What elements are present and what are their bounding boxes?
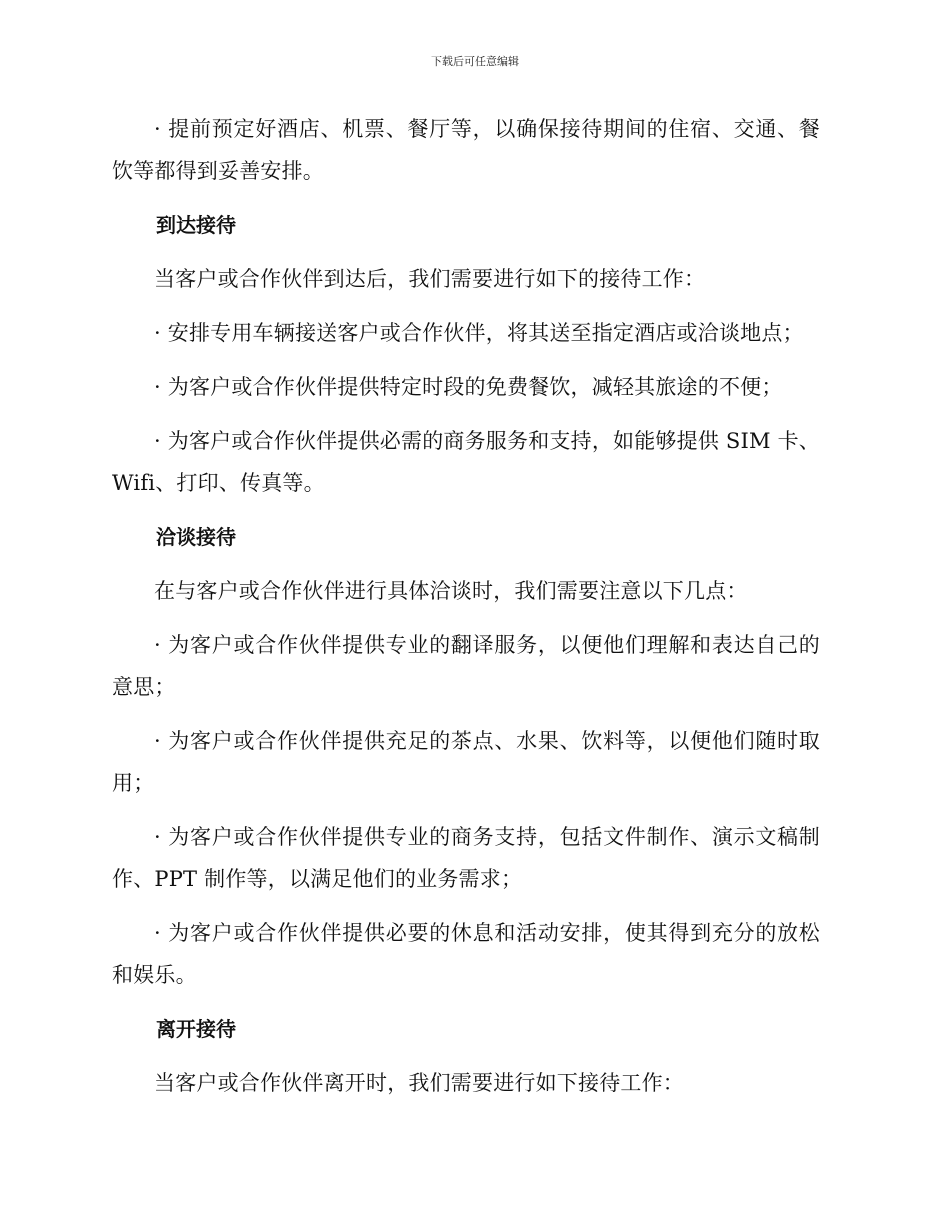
page-header: 下载后可任意编辑	[431, 55, 519, 68]
list-item-business-support: · 为客户或合作伙伴提供专业的商务支持，包括文件制作、演示文稿制作、PPT 制作等，以满足他们的业务需求；	[112, 825, 820, 891]
list-item-vehicle: · 安排专用车辆接送客户或合作伙伴，将其送至指定酒店或洽谈地点；	[154, 321, 804, 345]
paragraph-negotiation-intro: 在与客户或合作伙伴进行具体洽谈时，我们需要注意以下几点：	[154, 579, 748, 603]
list-item-translation: · 为客户或合作伙伴提供专业的翻译服务，以便他们理解和表达自己的意思；	[112, 633, 820, 699]
heading-negotiation: 洽谈接待	[156, 525, 236, 549]
paragraph-booking: · 提前预定好酒店、机票、餐厅等，以确保接待期间的住宿、交通、餐饮等都得到妥善安排。	[112, 117, 820, 183]
paragraph-departure-intro: 当客户或合作伙伴离开时，我们需要进行如下接待工作：	[154, 1071, 684, 1095]
paragraph-arrival-intro: 当客户或合作伙伴到达后，我们需要进行如下的接待工作：	[154, 267, 706, 291]
document-body	[112, 108, 820, 1116]
list-item-business-services: · 为客户或合作伙伴提供必需的商务服务和支持，如能够提供 SIM 卡、Wifi、打印、传真等。	[112, 429, 820, 495]
list-item-rest-activities: · 为客户或合作伙伴提供必要的休息和活动安排，使其得到充分的放松和娱乐。	[112, 921, 820, 987]
list-item-meals: · 为客户或合作伙伴提供特定时段的免费餐饮，减轻其旅途的不便；	[154, 375, 783, 399]
heading-departure: 离开接待	[156, 1017, 236, 1041]
list-item-refreshments: · 为客户或合作伙伴提供充足的茶点、水果、饮料等，以便他们随时取用；	[112, 729, 820, 795]
heading-arrival: 到达接待	[156, 213, 236, 237]
